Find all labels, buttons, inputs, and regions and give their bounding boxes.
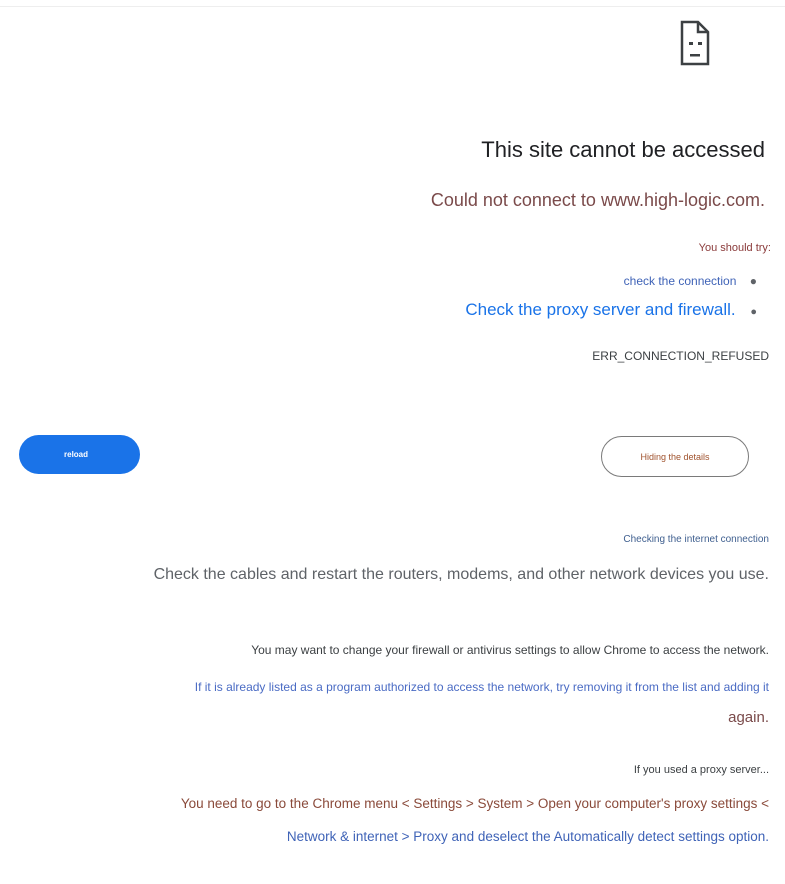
suggestion-link-check-connection[interactable]: check the connection bbox=[623, 274, 737, 288]
details-text-proxy-line1: You need to go to the Chrome menu < Settings > System > Open your computer's proxy settings < bbox=[180, 796, 769, 811]
details-note-firewall-end: again. bbox=[728, 709, 769, 726]
details-heading-connection: Checking the internet connection bbox=[623, 534, 769, 545]
suggestions-label: You should try: bbox=[698, 242, 771, 254]
reload-button[interactable]: reload bbox=[19, 435, 140, 474]
suggestion-link-proxy-firewall[interactable]: Check the proxy server and firewall. bbox=[465, 300, 736, 319]
top-divider bbox=[0, 6, 785, 7]
error-code: ERR_CONNECTION_REFUSED bbox=[592, 349, 769, 363]
error-subtitle: Could not connect to www.high-logic.com. bbox=[430, 190, 765, 210]
details-toggle-button[interactable]: Hiding the details bbox=[601, 436, 749, 477]
details-text-proxy-line2: Network & internet > Proxy and deselect the Automatically detect settings option. bbox=[286, 829, 769, 844]
suggestion-item[interactable] bbox=[624, 274, 757, 288]
bullet-icon: ● bbox=[749, 274, 757, 288]
details-text-firewall: You may want to change your firewall or antivirus settings to allow Chrome to access the network. bbox=[251, 643, 769, 657]
bullet-icon: ● bbox=[750, 306, 757, 318]
sad-page-icon bbox=[680, 20, 710, 66]
details-heading-proxy: If you used a proxy server... bbox=[633, 764, 769, 776]
details-note-firewall: If it is already listed as a program authorized to access the network, try removing it from the list and adding it bbox=[194, 680, 769, 694]
suggestion-item[interactable] bbox=[465, 300, 757, 320]
details-text-cables: Check the cables and restart the routers, modems, and other network devices you use. bbox=[153, 566, 769, 583]
page-title: This site cannot be accessed bbox=[481, 137, 765, 162]
